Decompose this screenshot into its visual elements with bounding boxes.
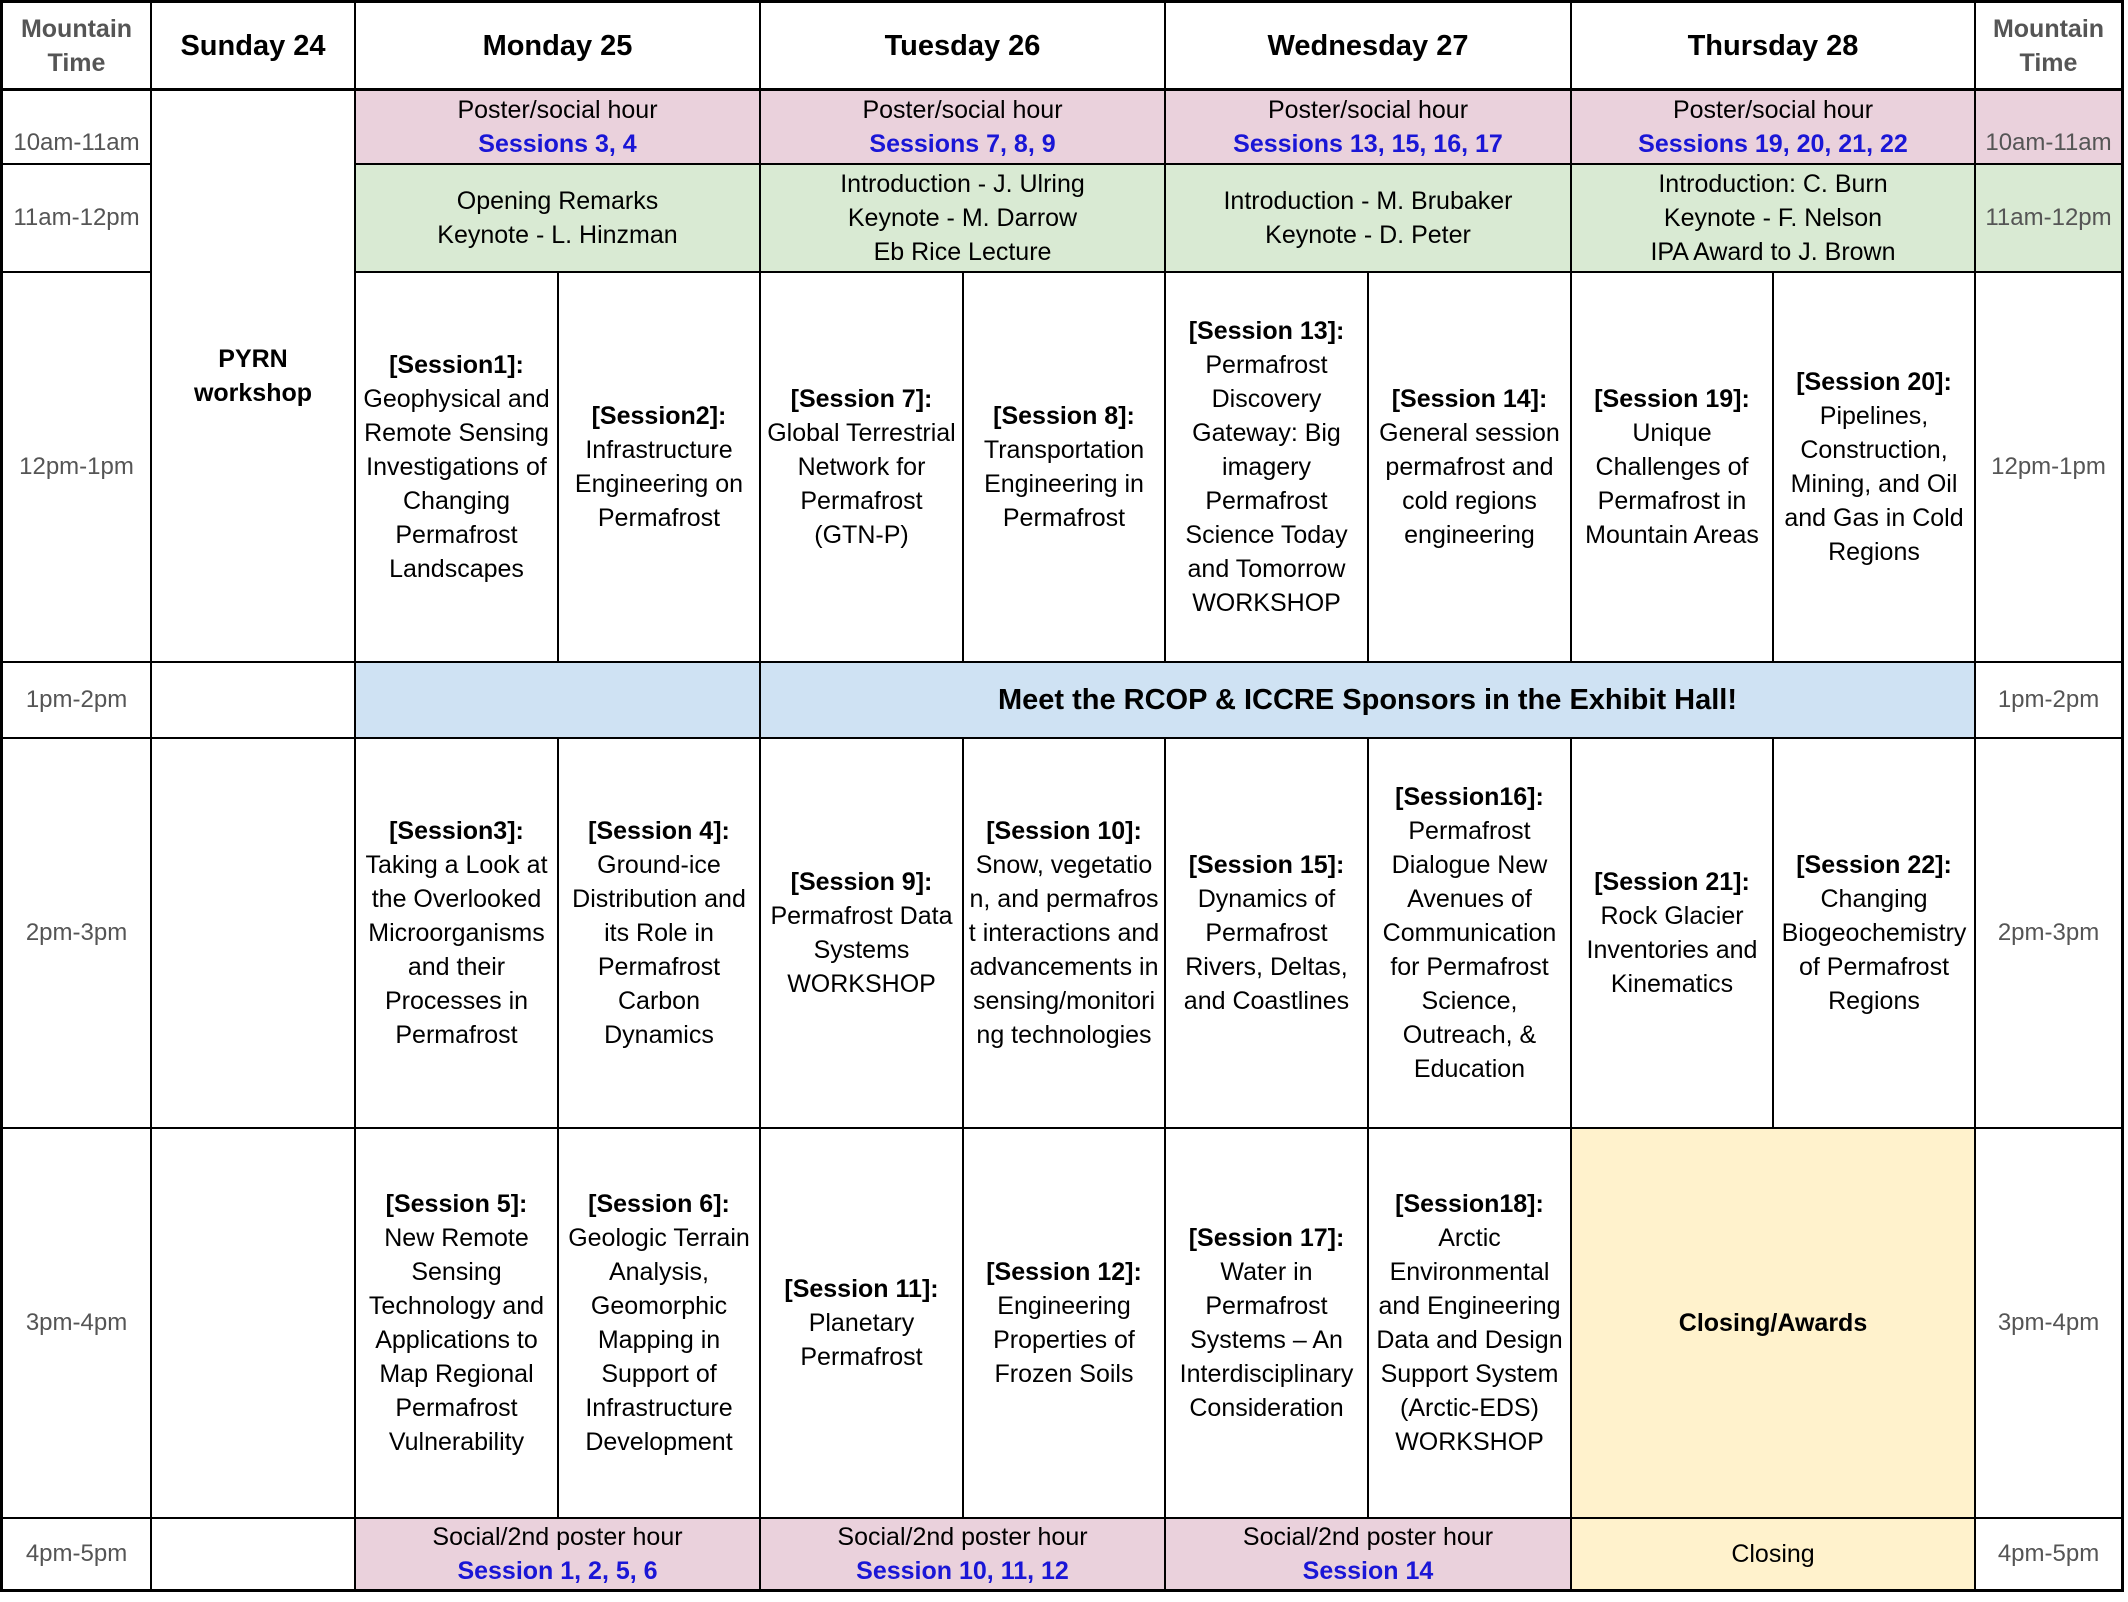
closing-cell: Closing: [1731, 1540, 1815, 1568]
session-1-cell: [355, 272, 558, 662]
time-label-right-4pm: 4pm-5pm: [1997, 1540, 2100, 1567]
session-22-cell: [1773, 738, 1975, 1128]
time-label-11am: 11am-12pm: [13, 204, 140, 231]
session-title: Dynamics of Permafrost Rivers, Deltas, and Coastlines: [1183, 885, 1350, 1015]
poster-hour-sessions[interactable]: Sessions 3, 4: [478, 130, 637, 158]
grid-line: [1772, 272, 1774, 662]
grid-line: [1367, 272, 1369, 662]
session-id: [Session2]:: [591, 402, 727, 430]
session-title: Permafrost Discovery Gateway: Big imagery Permafrost Science Today and Tomorrow WORKSHOP: [1185, 351, 1348, 617]
keynote-line: Keynote - M. Darrow: [847, 204, 1078, 232]
session-11-cell: [760, 1128, 963, 1518]
session-18-cell: [1368, 1128, 1571, 1518]
keynote-tuesday: [760, 164, 1165, 272]
keynote-line: Opening Remarks: [456, 187, 659, 215]
session-3-cell: [355, 738, 558, 1128]
session-title: Global Terrestrial Network for Permafrost (GTN-P): [767, 419, 956, 549]
grid-line: [1164, 738, 1166, 1592]
grid-line: [355, 163, 2124, 165]
session-id: [Session 13]:: [1188, 317, 1345, 345]
poster-hour-sessions[interactable]: Sessions 13, 15, 16, 17: [1233, 130, 1503, 158]
session-title: Geologic Terrain Analysis, Geomorphic Mapping in Support of Infrastructure Development: [568, 1224, 750, 1456]
keynote-thursday: [1571, 164, 1975, 272]
grid-line: [1164, 0, 1166, 662]
poster-hour-monday: [355, 90, 760, 164]
grid-line: [2121, 0, 2124, 1592]
session-id: [Session 11]:: [784, 1275, 939, 1303]
session-21-cell: [1571, 738, 1773, 1128]
session-id: [Session16]:: [1395, 783, 1544, 811]
keynote-monday: [355, 164, 760, 272]
grid-line: [0, 661, 2124, 663]
social-hour-tuesday: [760, 1518, 1165, 1590]
grid-line: [1974, 0, 1976, 1592]
session-id: [Session 22]:: [1796, 851, 1952, 879]
pyrn-workshop: PYRN workshop: [193, 345, 313, 407]
session-title: Geophysical and Remote Sensing Investigations of Changing Permafrost Landscapes: [363, 385, 550, 583]
keynote-wednesday: [1165, 164, 1571, 272]
session-2-cell: [558, 272, 760, 662]
social-hour-wednesday: [1165, 1518, 1571, 1590]
social-hour-sessions[interactable]: Session 14: [1302, 1557, 1434, 1585]
social-hour-monday: [355, 1518, 760, 1590]
session-id: [Session 21]:: [1594, 868, 1750, 896]
session-id: [Session 20]:: [1796, 368, 1952, 396]
session-id: [Session1]:: [389, 351, 524, 379]
header-mountain-time-right: Mountain Time: [1992, 15, 2105, 77]
session-20-cell: [1773, 272, 1975, 662]
session-title: Infrastructure Engineering on Permafrost: [574, 436, 744, 532]
time-label-2pm: 2pm-3pm: [25, 919, 128, 946]
session-title: Rock Glacier Inventories and Kinematics: [1586, 902, 1758, 998]
session-id: [Session 10]:: [986, 817, 1142, 845]
time-label-right-2pm: 2pm-3pm: [1997, 919, 2100, 946]
poster-hour-label: Poster/social hour: [457, 96, 658, 124]
session-title: Water in Permafrost Systems – An Interdisciplinary Consideration: [1179, 1258, 1354, 1422]
header-day-tuesday: Tuesday 26: [884, 30, 1041, 62]
session-4-cell: [558, 738, 760, 1128]
session-title: Taking a Look at the Overlooked Microorganisms and their Processes in Permafrost: [365, 851, 548, 1049]
session-title: New Remote Sensing Technology and Applications to Map Regional Permafrost Vulnerability: [368, 1224, 545, 1456]
session-5-cell: [355, 1128, 558, 1518]
time-label-4pm: 4pm-5pm: [25, 1540, 128, 1567]
grid-line: [1570, 738, 1572, 1592]
session-9-cell: [760, 738, 963, 1128]
poster-hour-sessions[interactable]: Sessions 7, 8, 9: [869, 130, 1056, 158]
session-12-cell: [963, 1128, 1165, 1518]
session-id: [Session 6]:: [588, 1190, 730, 1218]
grid-line: [0, 0, 2124, 3]
session-14-cell: [1368, 272, 1571, 662]
grid-line: [0, 1589, 2124, 1592]
time-label-right-11am: 11am-12pm: [1985, 204, 2112, 231]
poster-hour-thursday: [1571, 90, 1975, 164]
closing-awards: Closing/Awards: [1678, 1309, 1868, 1337]
poster-hour-label: Poster/social hour: [862, 96, 1063, 124]
grid-line: [962, 272, 964, 662]
keynote-line: Introduction - J. Ulring: [840, 170, 1085, 198]
keynote-line: Keynote - D. Peter: [1265, 221, 1471, 249]
header-day-wednesday: Wednesday 27: [1267, 30, 1469, 62]
session-title: General session permafrost and cold regions engineering: [1379, 419, 1560, 549]
grid-line: [1367, 738, 1369, 1518]
header-day-sunday: Sunday 24: [180, 30, 326, 62]
grid-line: [759, 662, 761, 738]
session-title: Snow, vegetation, and permafrost interactions and advancements in sensing/monitoring technologies: [968, 851, 1160, 1049]
session-title: Ground-ice Distribution and its Role in Permafrost Carbon Dynamics: [572, 851, 746, 1049]
social-hour-label: Social/2nd poster hour: [432, 1523, 683, 1551]
grid-line: [0, 1517, 2124, 1519]
poster-hour-label: Poster/social hour: [1672, 96, 1874, 124]
session-id: [Session 17]:: [1188, 1224, 1345, 1252]
session-id: [Session 5]:: [385, 1190, 528, 1218]
session-title: Planetary Permafrost: [800, 1309, 923, 1371]
session-16-cell: [1368, 738, 1571, 1128]
social-hour-sessions[interactable]: Session 10, 11, 12: [856, 1557, 1069, 1585]
grid-line: [0, 737, 2124, 739]
session-id: [Session 19]:: [1594, 385, 1750, 413]
header-day-thursday: Thursday 28: [1687, 30, 1859, 62]
time-label-3pm: 3pm-4pm: [25, 1309, 128, 1336]
keynote-line: IPA Award to J. Brown: [1650, 238, 1896, 266]
session-17-cell: [1165, 1128, 1368, 1518]
grid-line: [355, 271, 2124, 273]
grid-line: [557, 272, 559, 662]
time-label-1pm: 1pm-2pm: [25, 686, 128, 713]
session-title: Permafrost Dialogue New Avenues of Communication for Permafrost Science, Outreach, & Education: [1382, 817, 1557, 1083]
grid-line: [354, 0, 356, 1592]
session-id: [Session 7]:: [790, 385, 933, 413]
grid-line: [759, 0, 761, 662]
time-label-10am: 10am-11am: [13, 129, 140, 156]
session-title: Arctic Environmental and Engineering Data and Design Support System (Arctic-EDS) WORKSHOP: [1376, 1224, 1563, 1456]
keynote-line: Keynote - F. Nelson: [1663, 204, 1883, 232]
session-id: [Session 9]:: [790, 868, 933, 896]
poster-hour-tuesday: [760, 90, 1165, 164]
keynote-line: Introduction: C. Burn: [1658, 170, 1888, 198]
time-label-right-12pm: 12pm-1pm: [1991, 453, 2106, 480]
poster-hour-label: Poster/social hour: [1267, 96, 1469, 124]
time-label-right-3pm: 3pm-4pm: [1997, 1309, 2100, 1336]
session-6-cell: [558, 1128, 760, 1518]
session-id: [Session 14]:: [1391, 385, 1548, 413]
header-day-monday: Monday 25: [482, 30, 633, 62]
session-title: Permafrost Data Systems WORKSHOP: [770, 902, 953, 998]
session-title: Changing Biogeochemistry of Permafrost Regions: [1781, 885, 1967, 1015]
session-7-cell: [760, 272, 963, 662]
time-label-12pm: 12pm-1pm: [19, 453, 134, 480]
grid-line: [0, 271, 151, 273]
grid-line: [0, 0, 3, 1592]
social-hour-label: Social/2nd poster hour: [1242, 1523, 1494, 1551]
session-id: [Session 15]:: [1188, 851, 1345, 879]
time-label-right-10am: 10am-11am: [1985, 129, 2112, 156]
session-id: [Session3]:: [389, 817, 524, 845]
session-title: Unique Challenges of Permafrost in Mountain Areas: [1585, 419, 1759, 549]
session-id: [Session 12]:: [986, 1258, 1142, 1286]
session-15-cell: [1165, 738, 1368, 1128]
session-19-cell: [1571, 272, 1773, 662]
poster-hour-wednesday: [1165, 90, 1571, 164]
grid-line: [150, 0, 152, 1592]
session-8-cell: [963, 272, 1165, 662]
session-id: [Session 4]:: [588, 817, 730, 845]
session-id: [Session18]:: [1395, 1190, 1544, 1218]
session-10-cell: [963, 738, 1165, 1128]
time-label-right-1pm: 1pm-2pm: [1997, 686, 2100, 713]
session-id: [Session 8]:: [993, 402, 1135, 430]
keynote-line: Introduction - M. Brubaker: [1223, 187, 1513, 215]
grid-line: [759, 738, 761, 1592]
exhibit-hall-banner: Meet the RCOP & ICCRE Sponsors in the Exhibit Hall!: [997, 684, 1738, 716]
grid-line: [1570, 0, 1572, 662]
session-13-cell: [1165, 272, 1368, 662]
header-mountain-time-left: Mountain Time: [20, 15, 133, 77]
session-title: Engineering Properties of Frozen Soils: [993, 1292, 1135, 1388]
grid-line: [962, 738, 964, 1518]
grid-line: [557, 738, 559, 1518]
grid-line: [0, 1127, 2124, 1129]
session-title: Transportation Engineering in Permafrost: [983, 436, 1145, 532]
social-hour-sessions[interactable]: Session 1, 2, 5, 6: [457, 1557, 658, 1585]
grid-line: [0, 163, 151, 165]
grid-line: [1772, 738, 1774, 1128]
social-hour-label: Social/2nd poster hour: [837, 1523, 1088, 1551]
session-title: Pipelines, Construction, Mining, and Oil and Gas in Cold Regions: [1784, 402, 1964, 566]
keynote-line: Eb Rice Lecture: [873, 238, 1052, 266]
poster-hour-sessions[interactable]: Sessions 19, 20, 21, 22: [1638, 130, 1908, 158]
keynote-line: Keynote - L. Hinzman: [437, 221, 678, 249]
grid-line: [0, 88, 2124, 91]
